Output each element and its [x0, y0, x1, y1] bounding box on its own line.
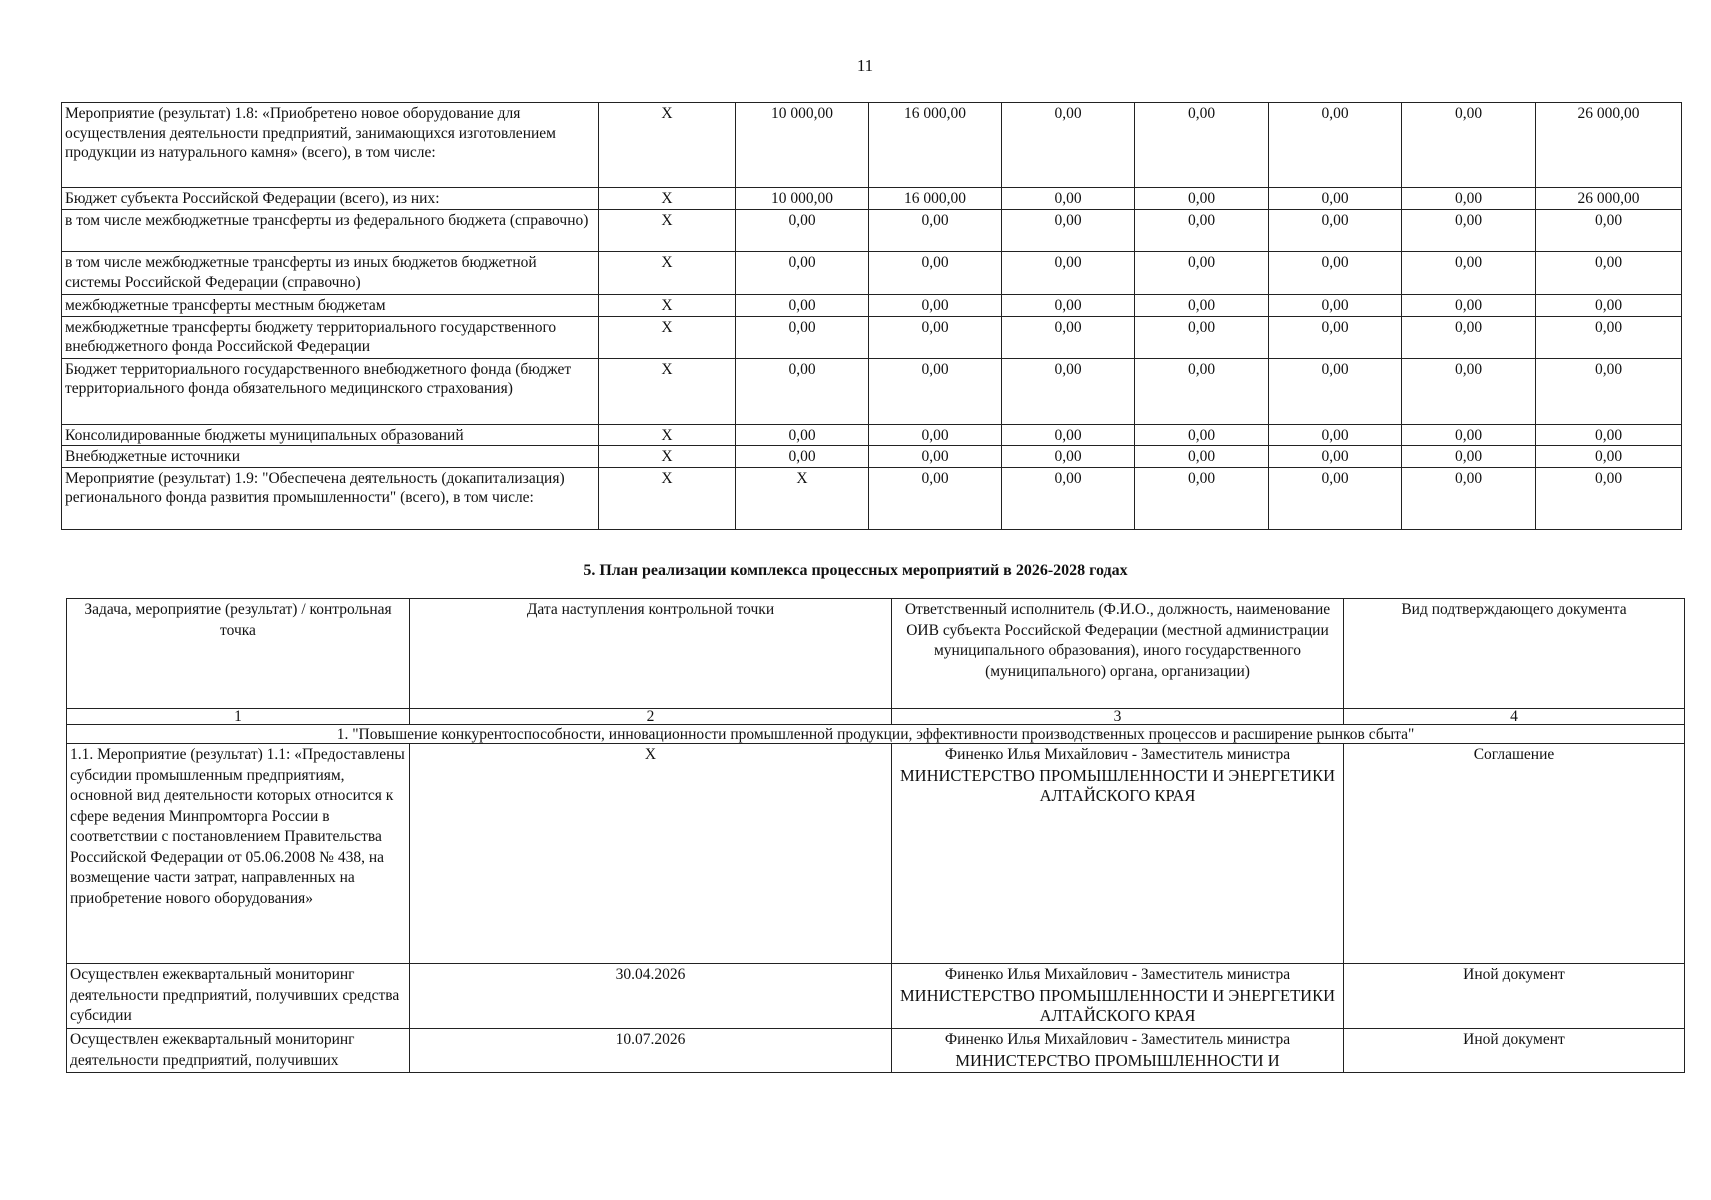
- budget-cell: 0,00: [1269, 295, 1402, 317]
- budget-cell: 0,00: [1402, 316, 1536, 358]
- budget-cell: 0,00: [1002, 103, 1135, 188]
- budget-row-label: межбюджетные трансферты бюджету территориального государственного внебюджетного фонда Российской Федерации: [62, 316, 599, 358]
- budget-cell: 0,00: [1135, 424, 1269, 446]
- budget-cell: 0,00: [1402, 358, 1536, 424]
- budget-cell: 0,00: [736, 295, 869, 317]
- plan-row-document: Соглашение: [1344, 744, 1685, 964]
- responsible-person: Финенко Илья Михайлович - Заместитель министра: [944, 966, 1291, 983]
- budget-cell: 0,00: [1269, 446, 1402, 468]
- budget-cell: 0,00: [1135, 210, 1269, 252]
- budget-cell: 0,00: [736, 210, 869, 252]
- budget-cell: 16 000,00: [869, 188, 1002, 210]
- plan-row-responsible: [892, 1029, 1344, 1073]
- budget-cell: 0,00: [1269, 103, 1402, 188]
- budget-cell: 0,00: [869, 295, 1002, 317]
- budget-cell: 16 000,00: [869, 103, 1002, 188]
- budget-cell: X: [599, 467, 736, 529]
- responsible-organization: МИНИСТЕРСТВО ПРОМЫШЛЕННОСТИ И: [955, 1050, 1280, 1070]
- plan-row: [67, 1029, 1685, 1073]
- budget-cell: X: [599, 188, 736, 210]
- budget-row-label: Бюджет субъекта Российской Федерации (всего), из них:: [62, 188, 599, 210]
- budget-cell: 0,00: [1002, 316, 1135, 358]
- budget-cell: X: [736, 467, 869, 529]
- budget-cell: 0,00: [1536, 467, 1682, 529]
- budget-cell: 0,00: [1135, 252, 1269, 295]
- budget-cell: 0,00: [736, 358, 869, 424]
- budget-cell: 0,00: [1135, 103, 1269, 188]
- column-number: 2: [410, 709, 892, 725]
- budget-cell: X: [599, 316, 736, 358]
- budget-cell: 0,00: [1135, 316, 1269, 358]
- budget-cell: 0,00: [1135, 358, 1269, 424]
- budget-row: [62, 446, 1682, 468]
- plan-row: [67, 964, 1685, 1029]
- budget-cell: 0,00: [1536, 446, 1682, 468]
- plan-row-date: 10.07.2026: [410, 1029, 892, 1073]
- responsible-person: Финенко Илья Михайлович - Заместитель министра: [944, 1031, 1291, 1048]
- budget-cell: X: [599, 295, 736, 317]
- budget-cell: 0,00: [1402, 188, 1536, 210]
- budget-row: [62, 467, 1682, 529]
- budget-cell: 0,00: [1402, 103, 1536, 188]
- budget-cell: 0,00: [1536, 316, 1682, 358]
- column-number: 1: [67, 709, 410, 725]
- responsible-organization: МИНИСТЕРСТВО ПРОМЫШЛЕННОСТИ И ЭНЕРГЕТИКИ АЛТАЙСКОГО КРАЯ: [900, 985, 1335, 1025]
- budget-cell: 0,00: [869, 424, 1002, 446]
- page-number: 11: [856, 56, 874, 75]
- budget-cell: X: [599, 252, 736, 295]
- responsible-organization: МИНИСТЕРСТВО ПРОМЫШЛЕННОСТИ И ЭНЕРГЕТИКИ АЛТАЙСКОГО КРАЯ: [900, 765, 1335, 805]
- task-row: [67, 725, 1685, 744]
- budget-row: [62, 103, 1682, 188]
- budget-row: [62, 210, 1682, 252]
- budget-cell: 26 000,00: [1536, 103, 1682, 188]
- budget-cell: 0,00: [1269, 424, 1402, 446]
- budget-row-label: Мероприятие (результат) 1.9: "Обеспечена деятельность (докапитализация) регионального фонда развития промышленности" (всего), в том числе:: [62, 467, 599, 529]
- budget-cell: 0,00: [1269, 358, 1402, 424]
- budget-row-label: Внебюджетные источники: [62, 446, 599, 468]
- plan-row-date: X: [410, 744, 892, 964]
- budget-cell: 0,00: [1002, 358, 1135, 424]
- budget-cell: 0,00: [869, 446, 1002, 468]
- budget-cell: 0,00: [1002, 210, 1135, 252]
- budget-cell: 0,00: [1135, 188, 1269, 210]
- plan-row-name: Осуществлен ежеквартальный мониторинг деятельности предприятий, получивших средства субсидии: [67, 964, 410, 1029]
- budget-cell: 0,00: [1402, 424, 1536, 446]
- budget-row-label: Бюджет территориального государственного внебюджетного фонда (бюджет территориального фонда обязательного медицинского страхования): [62, 358, 599, 424]
- budget-row: [62, 424, 1682, 446]
- budget-cell: 0,00: [1536, 252, 1682, 295]
- plan-row-document: Иной документ: [1344, 1029, 1685, 1073]
- budget-cell: 0,00: [1135, 467, 1269, 529]
- budget-row: [62, 188, 1682, 210]
- budget-row: [62, 316, 1682, 358]
- budget-cell: 0,00: [1002, 446, 1135, 468]
- budget-table: [61, 102, 1682, 530]
- column-number: 3: [892, 709, 1344, 725]
- budget-cell: 0,00: [1536, 210, 1682, 252]
- budget-row: [62, 252, 1682, 295]
- plan-row-responsible: [892, 964, 1344, 1029]
- plan-table: [66, 598, 1685, 1073]
- budget-cell: 0,00: [1402, 467, 1536, 529]
- header-date: Дата наступления контрольной точки: [410, 599, 892, 709]
- budget-cell: X: [599, 358, 736, 424]
- header-task: Задача, мероприятие (результат) / контрольная точка: [67, 599, 410, 709]
- header-responsible: Ответственный исполнитель (Ф.И.О., должность, наименование ОИВ субъекта Российской Федерации (местной администрации муниципального образования), иного государственного (муниципального) органа, организации): [892, 599, 1344, 709]
- budget-cell: 0,00: [1002, 188, 1135, 210]
- budget-cell: 0,00: [1135, 295, 1269, 317]
- budget-cell: X: [599, 424, 736, 446]
- budget-row: [62, 295, 1682, 317]
- budget-row: [62, 358, 1682, 424]
- budget-cell: 0,00: [1135, 446, 1269, 468]
- budget-cell: 0,00: [736, 446, 869, 468]
- budget-cell: 0,00: [869, 252, 1002, 295]
- budget-cell: 0,00: [736, 424, 869, 446]
- budget-cell: 0,00: [869, 316, 1002, 358]
- budget-cell: 0,00: [1402, 252, 1536, 295]
- responsible-person: Финенко Илья Михайлович - Заместитель министра: [944, 746, 1291, 763]
- budget-cell: 10 000,00: [736, 103, 869, 188]
- task-title: 1. "Повышение конкурентоспособности, инновационности промышленной продукции, эффективности производственных процессов и расширение рынков сбыта": [67, 725, 1685, 744]
- budget-row-label: в том числе межбюджетные трансферты из иных бюджетов бюджетной системы Российской Федерации (справочно): [62, 252, 599, 295]
- budget-cell: 0,00: [1402, 446, 1536, 468]
- section-title: 5. План реализации комплекса процессных мероприятий в 2026-2028 годах: [583, 562, 1128, 579]
- budget-row-label: в том числе межбюджетные трансферты из федерального бюджета (справочно): [62, 210, 599, 252]
- budget-cell: 0,00: [1269, 316, 1402, 358]
- column-number-row: [67, 709, 1685, 725]
- budget-cell: 0,00: [1269, 252, 1402, 295]
- plan-header-row: [67, 599, 1685, 709]
- budget-cell: 0,00: [1269, 210, 1402, 252]
- budget-cell: 0,00: [1269, 467, 1402, 529]
- budget-cell: 0,00: [1536, 295, 1682, 317]
- budget-cell: 0,00: [869, 467, 1002, 529]
- budget-row-label: Консолидированные бюджеты муниципальных образований: [62, 424, 599, 446]
- plan-row-document: Иной документ: [1344, 964, 1685, 1029]
- budget-cell: 0,00: [1269, 188, 1402, 210]
- plan-row-date: 30.04.2026: [410, 964, 892, 1029]
- plan-row-responsible: [892, 744, 1344, 964]
- budget-cell: 0,00: [736, 316, 869, 358]
- plan-row-name: Осуществлен ежеквартальный мониторинг деятельности предприятий, получивших: [67, 1029, 410, 1073]
- column-number: 4: [1344, 709, 1685, 725]
- budget-cell: 0,00: [1002, 295, 1135, 317]
- budget-cell: 0,00: [1002, 252, 1135, 295]
- budget-cell: 0,00: [736, 252, 869, 295]
- budget-cell: 0,00: [1536, 358, 1682, 424]
- budget-cell: X: [599, 210, 736, 252]
- budget-cell: 0,00: [1402, 210, 1536, 252]
- header-document: Вид подтверждающего документа: [1344, 599, 1685, 709]
- budget-cell: 0,00: [1002, 467, 1135, 529]
- budget-row-label: Мероприятие (результат) 1.8: «Приобретено новое оборудование для осуществления деятельности предприятий, занимающихся изготовлением продукции из натурального камня» (всего), в том числе:: [62, 103, 599, 188]
- budget-cell: 26 000,00: [1536, 188, 1682, 210]
- budget-cell: 0,00: [1002, 424, 1135, 446]
- budget-cell: X: [599, 103, 736, 188]
- budget-cell: 0,00: [1536, 424, 1682, 446]
- budget-cell: X: [599, 446, 736, 468]
- budget-cell: 0,00: [869, 358, 1002, 424]
- plan-row: [67, 744, 1685, 964]
- budget-row-label: межбюджетные трансферты местным бюджетам: [62, 295, 599, 317]
- plan-row-name: 1.1. Мероприятие (результат) 1.1: «Предоставлены субсидии промышленным предприятиям, основной вид деятельности которых относится к сфере ведения Минпромторга России в соответствии с постановлением Правительства Российской Федерации от 05.06.2008 № 438, на возмещение части затрат, направленных на приобретение нового оборудования»: [67, 744, 410, 964]
- budget-cell: 0,00: [869, 210, 1002, 252]
- budget-cell: 0,00: [1402, 295, 1536, 317]
- budget-cell: 10 000,00: [736, 188, 869, 210]
